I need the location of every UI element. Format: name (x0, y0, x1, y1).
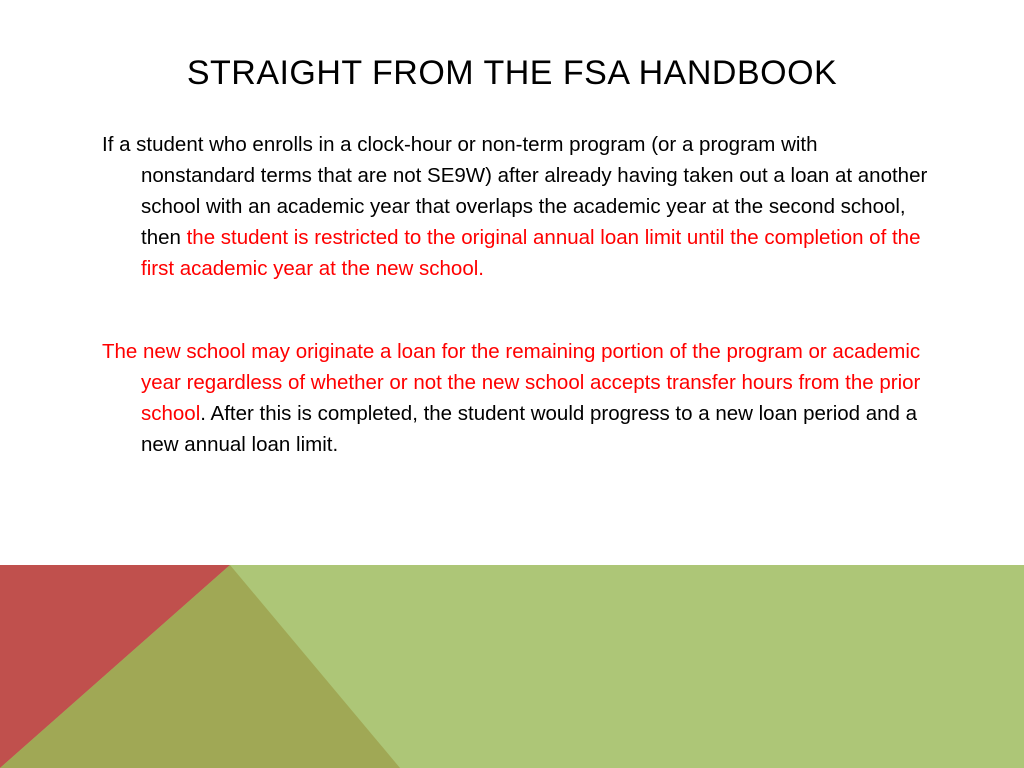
slide-title: STRAIGHT FROM THE FSA HANDBOOK (186, 54, 838, 92)
paragraph-1-highlight: the student is restricted to the original annual loan limit until the completion of the first academic year at the new school. (141, 226, 921, 280)
paragraph-2-text: . After this is completed, the student would progress to a new loan period and a new annual loan limit. (141, 402, 918, 456)
slide-body (102, 129, 932, 460)
paragraph-1 (102, 129, 932, 284)
paragraph-2-highlight: The new school may originate a loan for the remaining portion of the program or academic year regardless of whether or not the new school accepts transfer hours from the prior school (102, 340, 921, 425)
paragraph-2 (102, 336, 932, 460)
paragraph-1-text: If a student who enrolls in a clock-hour or non-term program (or a program with nonstandard terms that are not SE9W) after already having taken out a loan at another school with an academic year that overlaps the academic year at the second school, then (102, 133, 928, 249)
footer-decoration (0, 565, 1024, 768)
